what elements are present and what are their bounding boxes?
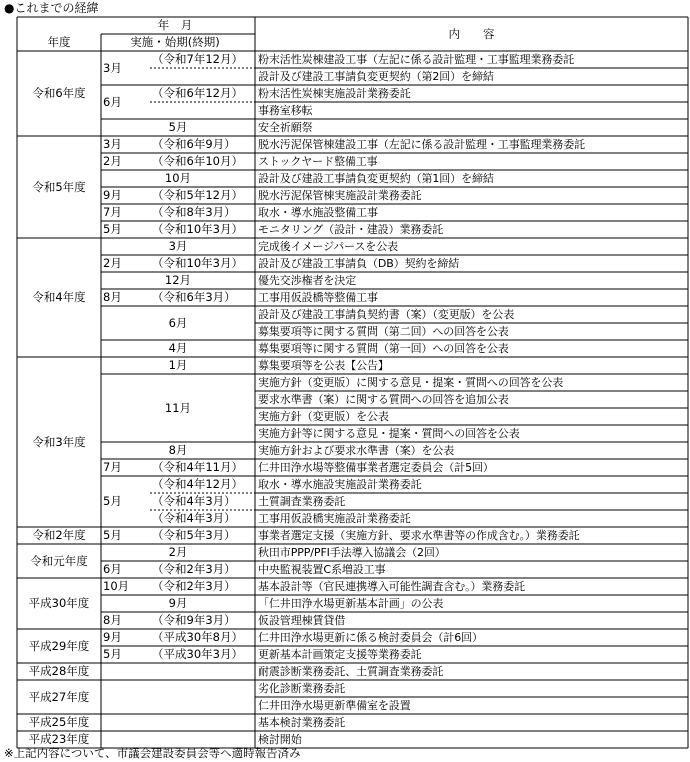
content-cell: 粉末活性炭棟建設工事（左記に係る設計監理・工事監理業務委託 [258,53,575,66]
content-cell: 中央監視装置C系増設工事 [258,563,386,576]
period-cell: （令和4年11月） [152,460,243,474]
content-cell: 脱水汚泥保管棟建設工事（左記に係る設計監理・工事監理業務委託 [258,138,585,151]
fiscal-year-cell: 平成27年度 [28,690,90,704]
month-cell: 6月 [168,316,188,330]
period-cell: （平成30年8月） [152,630,243,644]
period-cell: （令和8年3月） [152,205,236,219]
content-cell: 秋田市PPP/PFI手法導入協議会（2回） [258,546,446,559]
content-cell: 脱水汚泥保管棟実施設計業務委託 [258,189,422,202]
month-cell: 7月 [103,460,122,474]
content-cell: 取水・導水施設実施設計業務委託 [258,478,422,491]
month-cell: 3月 [103,137,122,151]
content-cell: 安全祈願祭 [258,121,313,134]
fiscal-year-cell: 平成29年度 [28,639,90,653]
content-cell: 耐震診断業務委託、土質調査業務委託 [258,665,444,678]
content-cell: 設計及び建設工事請負変更契約（第1回）を締結 [258,172,494,185]
content-cell: 実施方針（変更版）に関する意見・提案・質問への回答を公表 [258,376,564,389]
fiscal-year-cell: 平成25年度 [28,715,90,729]
period-cell: （令和10年3月） [152,256,243,270]
period-cell: （令和2年3月） [152,579,236,593]
content-cell: 優先交渉権者を決定 [258,274,357,287]
fiscal-year-cell: 令和2年度 [32,528,86,542]
month-cell: 4月 [168,341,188,355]
content-cell: 募集要項等に関する質問（第二回）への回答を公表 [258,325,509,338]
content-cell: 仁井田浄水場等整備事業者選定委員会（計5回） [258,461,494,474]
fiscal-year-cell: 平成23年度 [28,732,90,746]
month-cell: 2月 [103,256,122,270]
content-cell: 「仁井田浄水場更新基本計画」の公表 [258,597,444,610]
month-cell: 7月 [103,205,122,219]
content-cell: 実施方針（変更版）を公表 [258,410,389,423]
month-cell: 9月 [103,188,122,202]
content-cell: 仁井田浄水場更新に係る検討委員会（計6回） [258,631,483,644]
month-cell: 10月 [103,579,130,593]
period-cell: （令和6年3月） [152,290,236,304]
content-cell: 完成後イメージパースを公表 [258,240,399,253]
period-cell: （令和9年3月） [152,613,236,627]
content-cell: 粉末活性炭棟実施設計業務委託 [258,87,411,100]
month-cell: 8月 [103,613,122,627]
month-cell: 10月 [164,171,192,185]
content-cell: 募集要項等を公表【公告】 [258,359,389,372]
month-cell: 8月 [168,443,188,457]
period-cell: （令和4年3月） [152,511,236,525]
footnote: ※上記内容について、市議会建設委員会等へ適時報告済み [4,746,301,760]
fiscal-year-cell: 令和5年度 [32,180,86,194]
month-cell: 3月 [103,60,122,75]
fiscal-year-cell: 平成30年度 [28,596,90,610]
period-cell: （令和6年10月） [152,154,243,168]
month-cell: 5月 [168,120,188,134]
month-cell: 9月 [103,630,122,644]
content-cell: 劣化診断業務委託 [258,682,346,695]
month-cell: 6月 [103,94,122,109]
content-cell: ストックヤード整備工事 [258,155,378,168]
month-cell: 1月 [168,358,188,372]
month-cell: 11月 [164,401,192,415]
content-cell: 実施方針および要求水準書（案）を公表 [258,444,455,457]
fiscal-year-cell: 令和3年度 [32,435,86,449]
month-cell: 8月 [103,290,122,304]
content-cell: 設計及び建設工事請負契約書（案）（変更版）を公表 [258,308,515,321]
month-cell: 3月 [168,239,188,253]
month-cell: 5月 [103,222,122,236]
content-cell: 取水・導水施設整備工事 [258,206,378,219]
content-cell: 事業者選定支援（実施方針、要求水準書等の作成含む。）業務委託 [258,529,580,542]
fiscal-year-cell: 令和4年度 [32,290,86,304]
period-cell: （令和2年3月） [152,562,236,576]
period-cell: （平成30年3月） [152,647,243,661]
fiscal-year-cell: 平成28年度 [28,664,90,678]
period-cell: （令和7年12月） [152,52,243,66]
fiscal-year-cell: 令和6年度 [32,86,86,100]
content-cell: 設計及び建設工事請負変更契約（第2回）を締結 [258,70,494,83]
month-cell: 6月 [103,562,122,576]
period-cell: （令和5年12月） [152,188,243,202]
fiscal-year-cell: 令和元年度 [30,554,88,568]
content-cell: 基本検討業務委託 [258,716,346,729]
content-cell: 募集要項等に関する質問（第一回）への回答を公表 [258,342,509,355]
period-cell: （令和4年12月） [152,477,243,491]
period-cell: （令和6年12月） [152,86,243,100]
content-cell: 検討開始 [258,733,302,746]
month-cell: 12月 [164,273,192,287]
content-cell: 実施方針等に関する意見・提案・質問への回答を公表 [258,427,520,440]
content-cell: 更新基本計画策定支援等業務委託 [258,648,422,661]
content-cell: 工事用仮設橋実施設計業務委託 [258,512,411,525]
section-heading: ●これまでの経緯 [4,1,99,15]
month-cell: 5月 [103,647,122,661]
period-cell: （令和4年3月） [152,494,236,508]
period-cell: （令和6年9月） [152,137,236,151]
content-cell: 土質調査業務委託 [258,495,346,508]
month-cell: 5月 [103,528,122,542]
header-fiscal-year: 年度 [47,35,71,49]
content-cell: モニタリング（設計・建設）業務委託 [258,223,444,236]
month-cell: 5月 [103,494,122,508]
content-cell: 基本設計等（官民連携導入可能性調査含む。）業務委託 [258,580,525,593]
header-content: 内 容 [448,27,495,41]
content-cell: 設計及び建設工事請負（DB）契約を締結 [258,257,460,270]
header-yearmonth: 年 月 [157,18,193,32]
content-cell: 工事用仮設橋等整備工事 [258,291,378,304]
month-cell: 9月 [168,596,188,610]
month-cell: 2月 [103,154,122,168]
content-cell: 仮設管理棟賃貸借 [258,614,346,627]
content-cell: 仁井田浄水場更新準備室を設置 [258,699,411,712]
period-cell: （令和10年3月） [152,222,243,236]
month-cell: 2月 [168,545,188,559]
content-cell: 事務室移転 [258,104,313,117]
content-cell: 要求水準書（案）に関する質問への回答を追加公表 [258,393,509,406]
header-period: 実施・始期(終期) [130,35,220,49]
period-cell: （令和5年3月） [152,528,236,542]
